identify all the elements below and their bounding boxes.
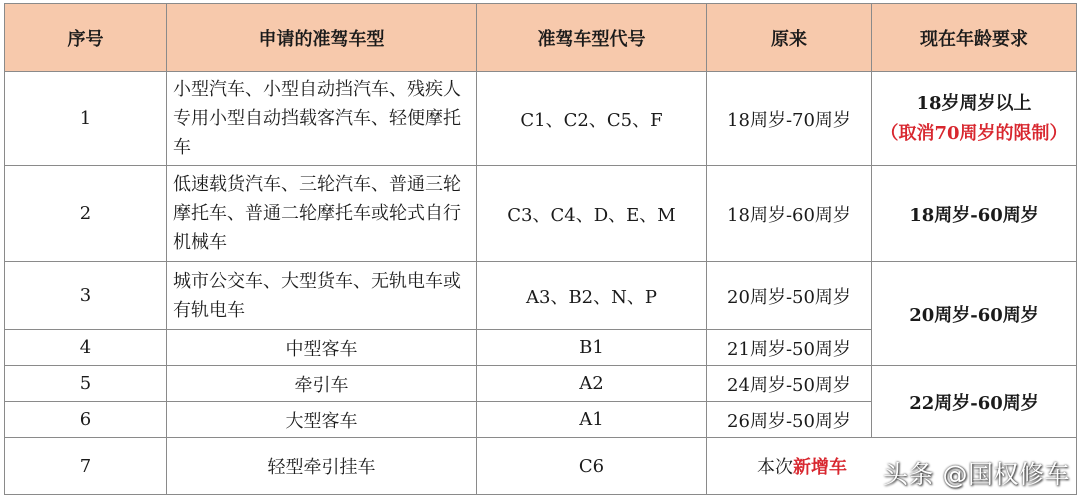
vehicle-type-cell: 中型客车 bbox=[167, 330, 477, 366]
table-row bbox=[5, 166, 1077, 262]
current-age-cell: 22周岁-60周岁 bbox=[872, 366, 1077, 438]
watermark-label: 头条 @国权修车 bbox=[883, 460, 1070, 489]
original-age-cell: 20周岁-50周岁 bbox=[707, 262, 872, 330]
row-number: 7 bbox=[5, 438, 167, 495]
header-vehicle-code: 准驾车型代号 bbox=[477, 4, 707, 72]
table-row bbox=[5, 72, 1077, 166]
original-age-cell: 24周岁-50周岁 bbox=[707, 366, 872, 402]
vehicle-type-cell: 大型客车 bbox=[167, 402, 477, 438]
row-number: 5 bbox=[5, 366, 167, 402]
row-number: 6 bbox=[5, 402, 167, 438]
current-age-cell bbox=[872, 72, 1077, 166]
vehicle-code-cell: B1 bbox=[477, 330, 707, 366]
row-number: 4 bbox=[5, 330, 167, 366]
vehicle-code-cell: C1、C2、C5、F bbox=[477, 72, 707, 166]
row-number: 3 bbox=[5, 262, 167, 330]
vehicle-type-cell: 牵引车 bbox=[167, 366, 477, 402]
vehicle-code-cell: A3、B2、N、P bbox=[477, 262, 707, 330]
vehicle-code-cell: C6 bbox=[477, 438, 707, 495]
row-number: 2 bbox=[5, 166, 167, 262]
original-age-cell: 26周岁-50周岁 bbox=[707, 402, 872, 438]
note-prefix: 本次 bbox=[757, 457, 793, 478]
original-age-cell: 18周岁-70周岁 bbox=[707, 72, 872, 166]
header-original-age: 原来 bbox=[707, 4, 872, 72]
current-age-line: 18岁周岁以上 bbox=[916, 92, 1032, 114]
header-current-age: 现在年龄要求 bbox=[872, 4, 1077, 72]
vehicle-type-cell: 低速载货汽车、三轮汽车、普通三轮摩托车、普通二轮摩托车或轮式自行机械车 bbox=[167, 166, 477, 262]
vehicle-type-cell: 城市公交车、大型货车、无轨电车或有轨电车 bbox=[167, 262, 477, 330]
vehicle-type-cell: 轻型牵引挂车 bbox=[167, 438, 477, 495]
row-number: 1 bbox=[5, 72, 167, 166]
vehicle-code-cell: A1 bbox=[477, 402, 707, 438]
original-age-cell: 21周岁-50周岁 bbox=[707, 330, 872, 366]
vehicle-code-cell: C3、C4、D、E、M bbox=[477, 166, 707, 262]
vehicle-code-cell: A2 bbox=[477, 366, 707, 402]
current-age-cell: 20周岁-60周岁 bbox=[872, 262, 1077, 366]
original-age-cell: 18周岁-60周岁 bbox=[707, 166, 872, 262]
note-highlight: 新增车 bbox=[793, 457, 847, 478]
vehicle-type-cell: 小型汽车、小型自动挡汽车、残疾人专用小型自动挡载客汽车、轻便摩托车 bbox=[167, 72, 477, 166]
table-row bbox=[5, 366, 1077, 402]
current-age-note: （取消70周岁的限制） bbox=[880, 122, 1068, 144]
table-header-row bbox=[5, 4, 1077, 72]
table-row bbox=[5, 262, 1077, 330]
header-serial-number: 序号 bbox=[5, 4, 167, 72]
current-age-cell: 18周岁-60周岁 bbox=[872, 166, 1077, 262]
header-vehicle-type: 申请的准驾车型 bbox=[167, 4, 477, 72]
driving-license-age-table bbox=[4, 3, 1077, 495]
